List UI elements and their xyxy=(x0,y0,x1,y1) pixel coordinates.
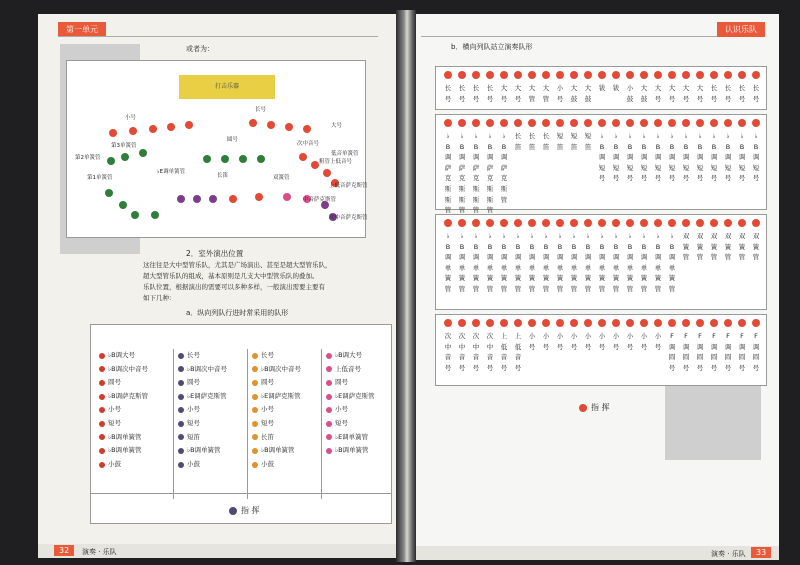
row-cell: 双 簧 管 xyxy=(708,219,720,263)
book-gutter xyxy=(396,10,416,562)
row-cell: 长 号 xyxy=(736,71,748,104)
formation-item: 上低音号 xyxy=(326,363,375,377)
row-cell: ♭ B 调 短 号 xyxy=(624,119,636,184)
row-cell: 小 号 xyxy=(582,319,594,352)
row-cell: 小 号 xyxy=(568,319,580,352)
sub-heading-a: a．纵向列队行进时常采用的队形 xyxy=(186,309,289,317)
diagram-dot xyxy=(107,157,115,165)
diagram-label: 中音萨克斯管 xyxy=(303,197,337,203)
formation-item: ♭B调次中音号 xyxy=(178,363,227,377)
row-cell: 长 号 xyxy=(484,71,496,104)
diagram-dot xyxy=(167,123,175,131)
diagram-dot xyxy=(109,129,117,137)
row-cell: ♭ B 调 萨 克 斯 斯 管 xyxy=(470,119,482,216)
formation-item: ♭B调萨克斯管 xyxy=(99,390,148,404)
diagram-dot xyxy=(221,155,229,163)
row-cell: ♭ B 调 短 号 xyxy=(680,119,692,184)
row-cell: 小 号 xyxy=(596,319,608,352)
formation-item: 短笛 xyxy=(178,431,227,445)
diagram-label: 双簧管 xyxy=(273,175,290,181)
row-cell: ♭ B 调 单 簧 管 xyxy=(610,219,622,295)
formation-row xyxy=(435,114,767,215)
row-cell: ♭ B 调 单 簧 管 xyxy=(442,219,454,295)
row-cell: 次 中 音 号 xyxy=(484,319,496,373)
row-cell: ♭ B 调 单 簧 管 xyxy=(666,219,678,295)
row-cell: F 调 圆 号 xyxy=(708,319,720,373)
diagram-dot xyxy=(209,195,217,203)
diagram-dot xyxy=(139,149,147,157)
page-number: 32 xyxy=(54,545,74,556)
row-cell: 长 号 xyxy=(750,71,762,104)
diagram-label: 次中音萨克斯管 xyxy=(329,215,368,221)
band-layout-diagram xyxy=(66,60,366,238)
row-cell: ♭ B 调 萨 克 斯 管 xyxy=(498,119,510,205)
unit-label-right: 认识乐队 xyxy=(717,22,765,37)
diagram-label: 小号 xyxy=(125,115,137,121)
row-cell: ♭ B 调 单 簧 管 xyxy=(582,219,594,295)
row-cell: 双 簧 管 xyxy=(680,219,692,263)
row-cell: 小 鼓 xyxy=(624,71,636,104)
row-cell: 大 号 xyxy=(694,71,706,104)
row-cell: 大 鼓 xyxy=(638,71,650,104)
footer-text: 演奏 · 乐队 xyxy=(82,548,117,556)
formation-item: ♭B调次中音号 xyxy=(252,363,301,377)
formation-row xyxy=(435,66,767,110)
row-cell: ♭ B 调 单 簧 管 xyxy=(470,219,482,295)
diagram-label: 粗管上低音号 xyxy=(319,159,353,165)
row-cell: 小 号 xyxy=(554,71,566,104)
row-cell: ♭ B 调 单 簧 管 xyxy=(540,219,552,295)
row-cell: F 调 圆 号 xyxy=(722,319,734,373)
row-cell: 长 号 xyxy=(722,71,734,104)
formation-item: ♭B调单簧管 xyxy=(99,444,148,458)
diagram-dot xyxy=(177,195,185,203)
row-cell: 短 笛 xyxy=(554,119,566,152)
diagram-dot xyxy=(299,153,307,161)
diagram-dot xyxy=(311,161,319,169)
row-cell: 大 管 xyxy=(526,71,538,104)
row-cell: ♭ B 调 短 号 xyxy=(694,119,706,184)
column-formation-table xyxy=(90,324,392,524)
row-cell: 钹 xyxy=(610,71,622,94)
row-cell: ♭ B 调 短 号 xyxy=(610,119,622,184)
diagram-label: 第1单簧管 xyxy=(87,175,113,181)
formation-item: 小号 xyxy=(178,403,227,417)
formation-column xyxy=(247,349,301,499)
row-cell: ♭ B 调 短 号 xyxy=(722,119,734,184)
row-cell: 小 号 xyxy=(652,319,664,352)
formation-item: 长笛 xyxy=(252,431,301,445)
row-cell: 小 号 xyxy=(526,319,538,352)
row-cell: 大 鼓 xyxy=(582,71,594,104)
diagram-dot xyxy=(105,189,113,197)
row-cell: 大 管 xyxy=(540,71,552,104)
diagram-dot xyxy=(255,193,263,201)
footer-bar-right xyxy=(411,546,779,560)
row-cell: ♭ B 调 短 号 xyxy=(596,119,608,184)
diagram-dot xyxy=(257,155,265,163)
formation-item: 圆号 xyxy=(252,376,301,390)
row-cell: 短 笛 xyxy=(582,119,594,152)
diagram-label: 低音单簧管 xyxy=(331,151,359,157)
row-cell: 大 鼓 xyxy=(568,71,580,104)
formation-column xyxy=(173,349,227,499)
formation-item: ♭B调大号 xyxy=(326,349,375,363)
formation-item: 小号 xyxy=(326,403,375,417)
row-cell: ♭ B 调 短 号 xyxy=(708,119,720,184)
row-cell: ♭ B 调 萨 克 斯 斯 管 xyxy=(456,119,468,216)
row-cell: F 调 圆 号 xyxy=(666,319,678,373)
row-cell: 次 中 音 号 xyxy=(456,319,468,373)
row-cell: 双 簧 管 xyxy=(722,219,734,263)
diagram-dot xyxy=(229,195,237,203)
formation-item: ♭B调次中音号 xyxy=(99,363,148,377)
formation-item: 长号 xyxy=(252,349,301,363)
row-cell: ♭ B 调 单 簧 管 xyxy=(624,219,636,295)
row-cell: 上 低 音 号 xyxy=(498,319,510,373)
formation-item: 小鼓 xyxy=(178,458,227,472)
formation-item: 圆号 xyxy=(99,376,148,390)
shade-block-right xyxy=(665,384,761,460)
unit-label: 第一单元 xyxy=(58,22,106,37)
formation-item: ♭B调单簧管 xyxy=(252,444,301,458)
row-cell: 上 低 音 号 xyxy=(512,319,524,373)
formation-item: 圆号 xyxy=(178,376,227,390)
row-cell: F 调 圆 号 xyxy=(750,319,762,373)
row-cell: 小 号 xyxy=(554,319,566,352)
diagram-dot xyxy=(267,121,275,129)
row-cell: ♭ B 调 萨 克 斯 斯 管 xyxy=(442,119,454,216)
row-cell: 双 簧 管 xyxy=(736,219,748,263)
diagram-label: ♭E调单簧管 xyxy=(157,169,186,175)
caption-top: 或者为： xyxy=(186,45,214,53)
row-cell: ♭ B 调 短 号 xyxy=(736,119,748,184)
diagram-label: 长笛 xyxy=(217,173,229,179)
formation-column xyxy=(321,349,375,499)
formation-column xyxy=(99,349,148,471)
row-cell: 钹 xyxy=(596,71,608,94)
diagram-label: 圆号 xyxy=(227,137,239,143)
row-cell: ♭ B 调 单 簧 管 xyxy=(568,219,580,295)
row-cell: 长 笛 xyxy=(512,119,524,152)
diagram-label: 次中音号 xyxy=(297,141,320,147)
row-cell: 长 笛 xyxy=(526,119,538,152)
row-cell: ♭ B 调 短 号 xyxy=(638,119,650,184)
row-cell: 大 号 xyxy=(512,71,524,104)
row-cell: ♭ B 调 单 簧 管 xyxy=(652,219,664,295)
row-cell: 小 号 xyxy=(624,319,636,352)
diagram-dot xyxy=(239,155,247,163)
row-cell: 大 号 xyxy=(666,71,678,104)
row-cell: 次 中 音 号 xyxy=(470,319,482,373)
row-cell: ♭ B 调 短 号 xyxy=(750,119,762,184)
formation-item: ♭B调单簧管 xyxy=(326,444,375,458)
row-cell: 双 簧 管 xyxy=(750,219,762,263)
row-cell: ♭ B 调 萨 克 斯 斯 管 xyxy=(484,119,496,216)
formation-row xyxy=(435,214,767,310)
conductor-dot xyxy=(229,507,237,515)
row-cell: F 调 圆 号 xyxy=(736,319,748,373)
footer-text-right: 演奏 · 乐队 xyxy=(711,550,746,558)
conductor-dot-right xyxy=(579,404,587,412)
diagram-dot xyxy=(151,211,159,219)
row-cell: 大 号 xyxy=(652,71,664,104)
formation-item: 短号 xyxy=(178,417,227,431)
formation-item: 短号 xyxy=(99,417,148,431)
diagram-dot xyxy=(129,127,137,135)
formation-item: 短号 xyxy=(326,417,375,431)
diagram-label: 第3单簧管 xyxy=(111,143,137,149)
row-cell: 次 中 音 号 xyxy=(442,319,454,373)
diagram-dot xyxy=(121,153,129,161)
formation-item: ♭E调萨克斯管 xyxy=(326,390,375,404)
formation-item: 圆号 xyxy=(326,376,375,390)
row-cell: 大 号 xyxy=(498,71,510,104)
formation-item: 小鼓 xyxy=(252,458,301,472)
diagram-dot xyxy=(285,123,293,131)
row-cell: ♭ B 调 单 簧 管 xyxy=(498,219,510,295)
body-paragraph: 这往往是大中型管乐队，尤其是广场演出、甚至是超大型管乐队， 超大型管乐队的组成，基本原则是几支大中型管乐队的叠加。 乐队位置，根据演出的需要可以多种多样，一般演出需要主要有 如下几种： xyxy=(143,261,332,302)
row-cell: ♭ B 调 单 簧 管 xyxy=(456,219,468,295)
row-cell: ♭ B 调 单 簧 管 xyxy=(596,219,608,295)
formation-item: 小号 xyxy=(252,403,301,417)
formation-item: ♭E调单簧管 xyxy=(326,431,375,445)
row-cell: 长 号 xyxy=(708,71,720,104)
stage-block: 打击乐器 xyxy=(179,75,275,99)
row-cell: 双 簧 管 xyxy=(694,219,706,263)
diagram-label: 第2单簧管 xyxy=(75,155,101,161)
diagram-label: 上低音萨克斯管 xyxy=(329,183,368,189)
row-cell: 小 号 xyxy=(638,319,650,352)
diagram-dot xyxy=(119,201,127,209)
diagram-dot xyxy=(323,169,331,177)
conductor: 指 挥 xyxy=(229,505,260,516)
formation-item: ♭B调单簧管 xyxy=(99,431,148,445)
footer-bar xyxy=(38,544,402,558)
diagram-dot xyxy=(193,195,201,203)
formation-item: ♭E调萨克斯管 xyxy=(178,390,227,404)
row-cell: F 调 圆 号 xyxy=(680,319,692,373)
diagram-label: 长号 xyxy=(255,107,267,113)
right-page xyxy=(411,14,779,560)
row-cell: 长 号 xyxy=(470,71,482,104)
row-cell: ♭ B 调 单 簧 管 xyxy=(526,219,538,295)
row-cell: ♭ B 调 短 号 xyxy=(652,119,664,184)
sub-heading-b: b．横向列队站立演奏队形 xyxy=(451,43,533,51)
formation-item: ♭B调单簧管 xyxy=(178,444,227,458)
left-page xyxy=(38,14,402,558)
conductor-right: 指 挥 xyxy=(579,402,610,413)
row-cell: 小 号 xyxy=(540,319,552,352)
diagram-dot xyxy=(131,211,139,219)
row-cell: ♭ B 调 单 簧 管 xyxy=(638,219,650,295)
formation-item: ♭B调大号 xyxy=(99,349,148,363)
row-cell: 小 号 xyxy=(610,319,622,352)
row-cell: 长 笛 xyxy=(540,119,552,152)
diagram-dot xyxy=(149,125,157,133)
formation-item: ♭E调萨克斯管 xyxy=(252,390,301,404)
diagram-dot xyxy=(185,121,193,129)
row-cell: 长 号 xyxy=(442,71,454,104)
formation-item: 短号 xyxy=(252,417,301,431)
formation-row xyxy=(435,314,767,386)
formation-item: 长号 xyxy=(178,349,227,363)
formation-item: 小号 xyxy=(99,403,148,417)
diagram-dot xyxy=(283,193,291,201)
row-cell: 短 笛 xyxy=(568,119,580,152)
formation-item: 小鼓 xyxy=(99,458,148,472)
row-cell: 长 号 xyxy=(456,71,468,104)
diagram-dot xyxy=(303,125,311,133)
row-cell: 大 号 xyxy=(680,71,692,104)
row-cell: ♭ B 调 单 簧 管 xyxy=(512,219,524,295)
page-number-right: 33 xyxy=(751,547,771,558)
row-cell: ♭ B 调 单 簧 管 xyxy=(484,219,496,295)
diagram-dot xyxy=(249,119,257,127)
row-cell: F 调 圆 号 xyxy=(694,319,706,373)
diagram-label: 大号 xyxy=(331,123,343,129)
row-cell: ♭ B 调 单 簧 管 xyxy=(554,219,566,295)
section-title: 2．室外演出位置 xyxy=(186,249,244,258)
row-cell: ♭ B 调 短 号 xyxy=(666,119,678,184)
diagram-dot xyxy=(203,155,211,163)
